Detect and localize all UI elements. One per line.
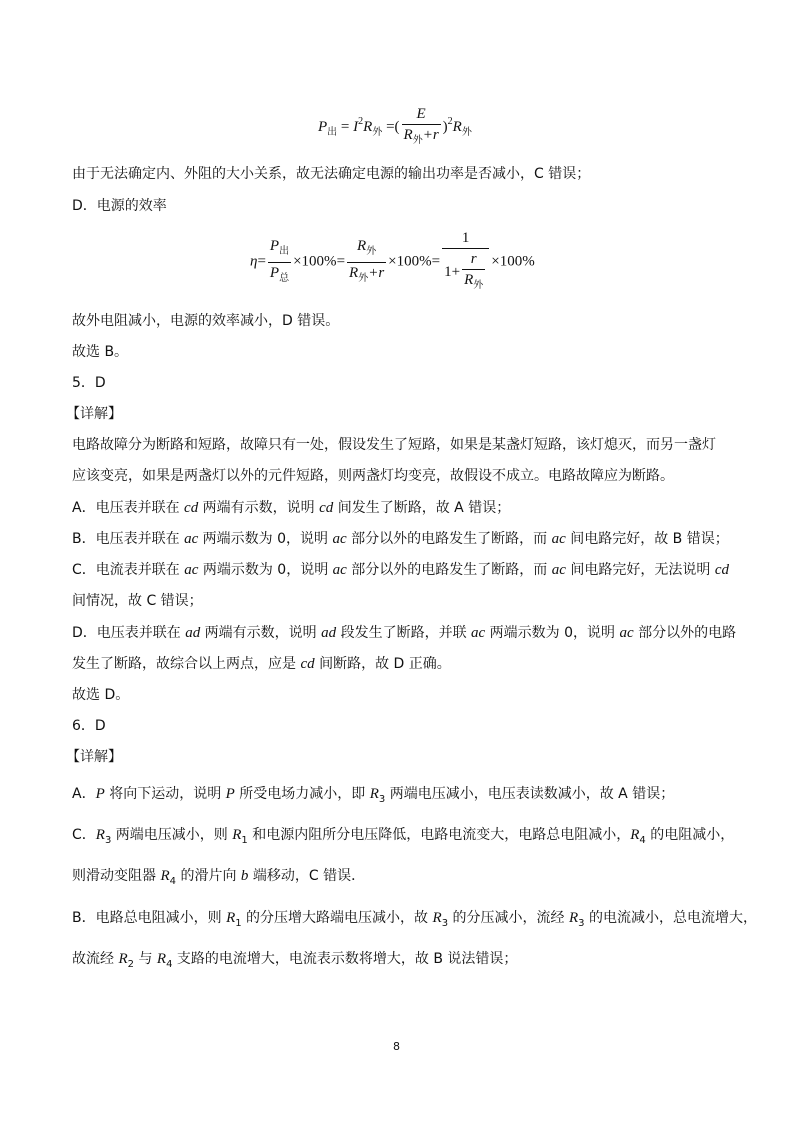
option-b: B．电压表并联在 ac 两端示数为 0，说明 ac 部分以外的电路发生了断路，而 ac 间电路完好，故 B 错误； <box>72 531 729 547</box>
text-line: 故选 B。 <box>72 344 129 360</box>
question-number: 6．D <box>72 718 106 734</box>
section-heading: 【详解】 <box>66 749 122 765</box>
option-a: A．P 将向下运动，说明 P 所受电场力减小，即 $R_3$ 两端电压减小，电压表读数减小，故 A 错误； <box>72 786 675 805</box>
output-power-equation: $P_出 = I^2R_外$ =( $\frac{E}{R_外+r}$ )$^2R_外$ <box>318 106 472 146</box>
page-number: 8 <box>393 1040 400 1053</box>
text-line: D．电源的效率 <box>72 198 167 214</box>
option-c-continued: 则滑动变阻器 $R_4$ 的滑片向 b 端移动，C 错误． <box>72 868 366 887</box>
efficiency-equation: η= $\frac{P_出}{P_总}$ ×100%= $\frac{R_外}{R_外+r}$ ×100%= 1 1+ $\frac{r}{R_外}$ ×100% <box>250 230 535 291</box>
option-a: A．电压表并联在 cd 两端有示数，说明 cd 间发生了断路，故 A 错误； <box>72 500 511 516</box>
text-line: 应该变亮，如果是两盏灯以外的元件短路，则两盏灯均变亮，故假设不成立。电路故障应为断路。 <box>72 468 674 484</box>
text-line: 电路故障分为断路和短路，故障只有一处，假设发生了短路，如果是某盏灯短路，该灯熄灭，而另一盏灯 <box>72 437 716 453</box>
section-heading: 【详解】 <box>66 406 122 422</box>
question-number: 5．D <box>72 375 106 391</box>
option-b-continued: 故流经 $R_2$ 与 $R_4$ 支路的电流增大，电流表示数将增大，故 B 说法错误； <box>72 951 518 970</box>
option-b: B．电路总电阻减小，则 $R_1$ 的分压增大路端电压减小，故 $R_3$ 的分压减小，流经 $R_3$ 的电流减小，总电流增大， <box>72 910 757 929</box>
text-line: 故选 D。 <box>72 687 130 703</box>
text-line: 故外电阻减小，电源的效率减小，D 错误。 <box>72 313 340 329</box>
option-c: C．电流表并联在 ac 两端示数为 0，说明 ac 部分以外的电路发生了断路，而 ac 间电路完好，无法说明 cd <box>72 562 729 578</box>
option-c-continued: 间情况，故 C 错误； <box>72 593 203 609</box>
option-d: D．电压表并联在 ad 两端有示数，说明 ad 段发生了断路，并联 ac 两端示数为 0，说明 ac 部分以外的电路 <box>72 625 737 641</box>
option-d-continued: 发生了断路，故综合以上两点，应是 cd 间断路，故 D 正确。 <box>72 656 451 672</box>
text-line: 由于无法确定内、外阻的大小关系，故无法确定电源的输出功率是否减小，C 错误； <box>72 166 591 182</box>
option-c: C．$R_3$ 两端电压减小，则 $R_1$ 和电源内阻所分电压降低，电路电流变大，电路总电阻减小，$R_4$ 的电阻减小， <box>72 827 735 846</box>
